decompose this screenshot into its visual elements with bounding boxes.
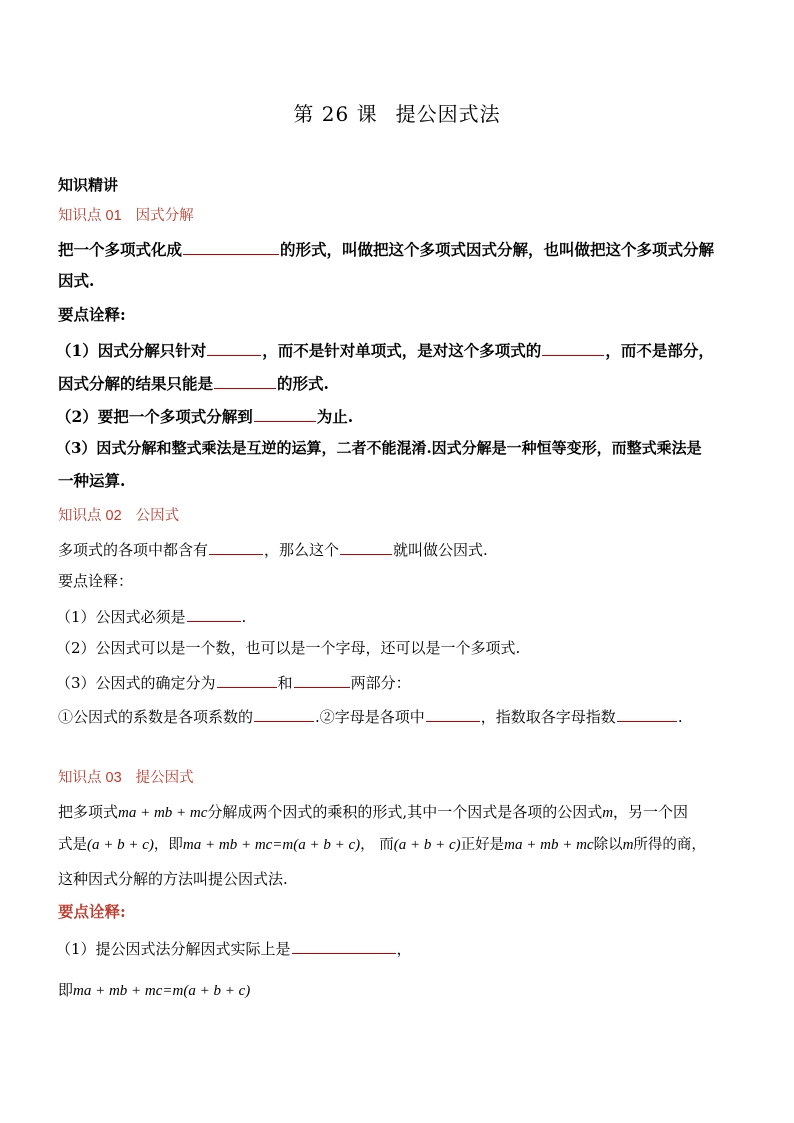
- fill-blank[interactable]: [254, 703, 314, 722]
- kp3-line4: 即ma + mb + mc=m(a + b + c): [58, 981, 251, 999]
- fill-blank[interactable]: [617, 703, 677, 722]
- section-heading: 知识精讲: [58, 176, 119, 194]
- fill-blank[interactable]: [214, 370, 276, 389]
- fill-blank[interactable]: [340, 536, 392, 555]
- kp3-line1: 把多项式ma + mb + mc分解成两个因式的乘积的形式,其中一个因式是各项的公因式m，另一个因: [58, 803, 689, 821]
- kp2-point3: （3）公因式的确定分为 和 两部分：: [56, 669, 746, 695]
- fill-blank[interactable]: [187, 603, 241, 622]
- kp1-point1: （1）因式分解只针对 ，而不是针对单项式，是对这个多项式的 ，而不是部分，: [56, 337, 746, 363]
- kp3-label: 知识点 03: [58, 770, 122, 786]
- kp1-points-heading: 要点诠释:: [58, 305, 126, 324]
- fill-blank[interactable]: [217, 669, 277, 688]
- fill-blank[interactable]: [292, 935, 396, 954]
- kp2-point4: ①公因式的系数是各项系数的 .②字母是各项中 ，指数取各字母指数 .: [58, 703, 748, 729]
- fill-blank[interactable]: [254, 403, 316, 422]
- fill-blank[interactable]: [207, 337, 261, 356]
- kp3-name: 提公因式: [135, 770, 194, 786]
- kp2-point1: （1）公因式必须是 .: [56, 603, 746, 629]
- math-expression: (a + b + c): [87, 837, 154, 853]
- kp1-point1-cont: 因式分解的结果只能是 的形式.: [58, 370, 748, 396]
- kp1-definition-line1: 把一个多项式化成 的形式，叫做把这个多项式因式分解，也叫做把这个多项式分解: [58, 236, 748, 262]
- math-expression: (a + b + c): [393, 837, 461, 853]
- kp3-point1: （1）提公因式法分解因式实际上是 ，: [56, 935, 746, 961]
- kp3-points-heading: 要点诠释:: [58, 902, 126, 921]
- lesson-number: 第 26 课: [293, 102, 378, 126]
- math-variable: m: [602, 805, 614, 821]
- math-expression: ma + mb + mc=m(a + b + c): [73, 983, 251, 999]
- fill-blank[interactable]: [426, 703, 480, 722]
- kp2-name: 公因式: [135, 508, 180, 524]
- kp2-label: 知识点 02: [58, 508, 122, 524]
- kp2-definition: 多项式的各项中都含有 ，那么这个 就叫做公因式.: [58, 536, 748, 562]
- kp3-line2: 式是(a + b + c)，即ma + mb + mc=m(a + b + c)， 而(a + b + c)正好是ma + mb + mc除以m所得的商，: [58, 837, 706, 853]
- kp3-heading: [58, 766, 748, 790]
- math-expression: ma + mb + mc: [118, 805, 208, 821]
- math-expression: ma + mb + mc=m(a + b + c): [182, 837, 361, 853]
- kp3-line3: 这种因式分解的方法叫提公因式法.: [58, 870, 288, 888]
- kp1-point3-cont: 一种运算.: [58, 471, 126, 490]
- kp2-points-heading: 要点诠释：: [58, 572, 134, 590]
- kp1-heading: [58, 204, 748, 228]
- page-title: [0, 98, 794, 127]
- kp1-label: 知识点 01: [58, 208, 122, 224]
- math-expression: ma + mb + mc: [504, 837, 594, 853]
- kp1-point3: （3）因式分解和整式乘法是互逆的运算，二者不能混淆.因式分解是一种恒等变形，而整式乘法是: [56, 439, 702, 457]
- fill-blank[interactable]: [542, 337, 604, 356]
- fill-blank[interactable]: [209, 536, 263, 555]
- kp2-point2: （2）公因式可以是一个数，也可以是一个字母，还可以是一个多项式.: [56, 639, 521, 657]
- math-variable: m: [622, 837, 634, 853]
- kp1-definition-line2: 因式.: [58, 271, 95, 290]
- kp1-name: 因式分解: [135, 208, 194, 224]
- fill-blank[interactable]: [183, 236, 279, 255]
- kp1-point2: （2）要把一个多项式分解到 为止.: [56, 403, 746, 429]
- lesson-topic: 提公因式法: [395, 102, 501, 126]
- kp2-heading: [58, 504, 748, 528]
- fill-blank[interactable]: [294, 669, 350, 688]
